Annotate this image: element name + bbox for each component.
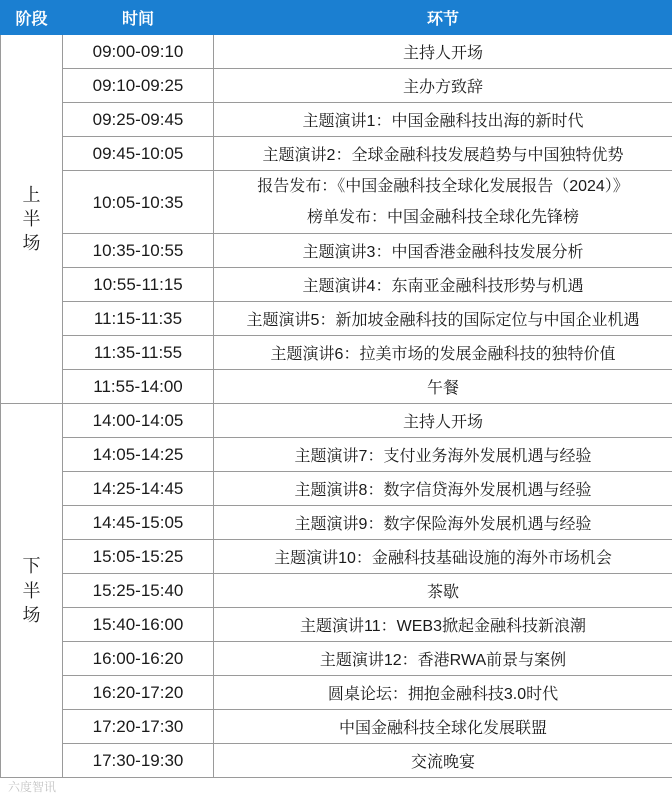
table-row — [1, 69, 672, 103]
time-cell: 17:20-17:30 — [63, 710, 214, 744]
session-line: 榜单发布：中国金融科技全球化先锋榜 — [306, 209, 579, 227]
header-time: 时间 — [63, 1, 214, 35]
stage-first-half — [1, 35, 63, 404]
header-session: 环节 — [214, 1, 672, 35]
header-row — [1, 1, 672, 35]
session-cell: 主题演讲5：新加坡金融科技的国际定位与中国企业机遇 — [214, 302, 672, 336]
session-cell: 主题演讲9：数字保险海外发展机遇与经验 — [214, 506, 672, 540]
table-row — [1, 506, 672, 540]
session-cell: 主题演讲12：香港RWA前景与案例 — [214, 642, 672, 676]
time-cell: 17:30-19:30 — [63, 744, 214, 778]
session-cell: 主题演讲2：全球金融科技发展趋势与中国独特优势 — [214, 137, 672, 171]
session-line: 报告发布：《中国金融科技全球化发展报告（2024）》 — [257, 178, 629, 195]
time-cell: 14:05-14:25 — [63, 438, 214, 472]
time-cell: 11:55-14:00 — [63, 370, 214, 404]
table-row — [1, 35, 672, 69]
header-stage: 阶段 — [1, 1, 63, 35]
time-cell: 15:40-16:00 — [63, 608, 214, 642]
table-row — [1, 370, 672, 404]
session-cell — [214, 171, 672, 234]
time-cell: 09:25-09:45 — [63, 103, 214, 137]
session-cell: 主持人开场 — [214, 35, 672, 69]
stage-second-half — [1, 404, 63, 778]
session-cell: 主题演讲11：WEB3掀起金融科技新浪潮 — [214, 608, 672, 642]
time-cell: 11:15-11:35 — [63, 302, 214, 336]
time-cell: 14:45-15:05 — [63, 506, 214, 540]
table-row — [1, 404, 672, 438]
table-row — [1, 302, 672, 336]
stage-char: 下 — [22, 556, 41, 577]
time-cell: 10:55-11:15 — [63, 268, 214, 302]
stage-char: 上 — [22, 184, 41, 205]
table-row — [1, 268, 672, 302]
time-cell: 11:35-11:55 — [63, 336, 214, 370]
table-row — [1, 608, 672, 642]
session-cell: 主题演讲1：中国金融科技出海的新时代 — [214, 103, 672, 137]
table-row — [1, 540, 672, 574]
session-cell: 主持人开场 — [214, 404, 672, 438]
time-cell: 09:45-10:05 — [63, 137, 214, 171]
table-row — [1, 137, 672, 171]
session-cell: 茶歇 — [214, 574, 672, 608]
table-row — [1, 103, 672, 137]
time-cell: 16:00-16:20 — [63, 642, 214, 676]
table-row — [1, 642, 672, 676]
time-cell: 15:05-15:25 — [63, 540, 214, 574]
session-cell: 午餐 — [214, 370, 672, 404]
time-cell: 09:00-09:10 — [63, 35, 214, 69]
session-cell: 中国金融科技全球化发展联盟 — [214, 710, 672, 744]
table-row — [1, 744, 672, 778]
stage-char: 半 — [22, 209, 41, 230]
time-cell: 16:20-17:20 — [63, 676, 214, 710]
table-row — [1, 171, 672, 234]
session-cell: 主题演讲3：中国香港金融科技发展分析 — [214, 234, 672, 268]
table-row — [1, 234, 672, 268]
table-row — [1, 472, 672, 506]
stage-char: 半 — [22, 580, 41, 601]
session-cell: 主题演讲8：数字信贷海外发展机遇与经验 — [214, 472, 672, 506]
session-cell: 主题演讲10：金融科技基础设施的海外市场机会 — [214, 540, 672, 574]
time-cell: 15:25-15:40 — [63, 574, 214, 608]
session-cell: 主题演讲6：拉美市场的发展金融科技的独特价值 — [214, 336, 672, 370]
time-cell: 10:05-10:35 — [63, 171, 214, 234]
session-cell: 交流晚宴 — [214, 744, 672, 778]
table-row — [1, 710, 672, 744]
session-cell: 圆桌论坛：拥抱金融科技3.0时代 — [214, 676, 672, 710]
time-cell: 14:00-14:05 — [63, 404, 214, 438]
table-row — [1, 438, 672, 472]
time-cell: 10:35-10:55 — [63, 234, 214, 268]
time-cell: 09:10-09:25 — [63, 69, 214, 103]
table-row — [1, 676, 672, 710]
session-cell: 主题演讲4：东南亚金融科技形势与机遇 — [214, 268, 672, 302]
time-cell: 14:25-14:45 — [63, 472, 214, 506]
watermark: 六度智讯 — [8, 780, 57, 794]
table-row — [1, 574, 672, 608]
stage-char: 场 — [22, 605, 41, 626]
session-cell: 主题演讲7：支付业务海外发展机遇与经验 — [214, 438, 672, 472]
table-row — [1, 336, 672, 370]
session-cell: 主办方致辞 — [214, 69, 672, 103]
stage-char: 场 — [22, 233, 41, 254]
